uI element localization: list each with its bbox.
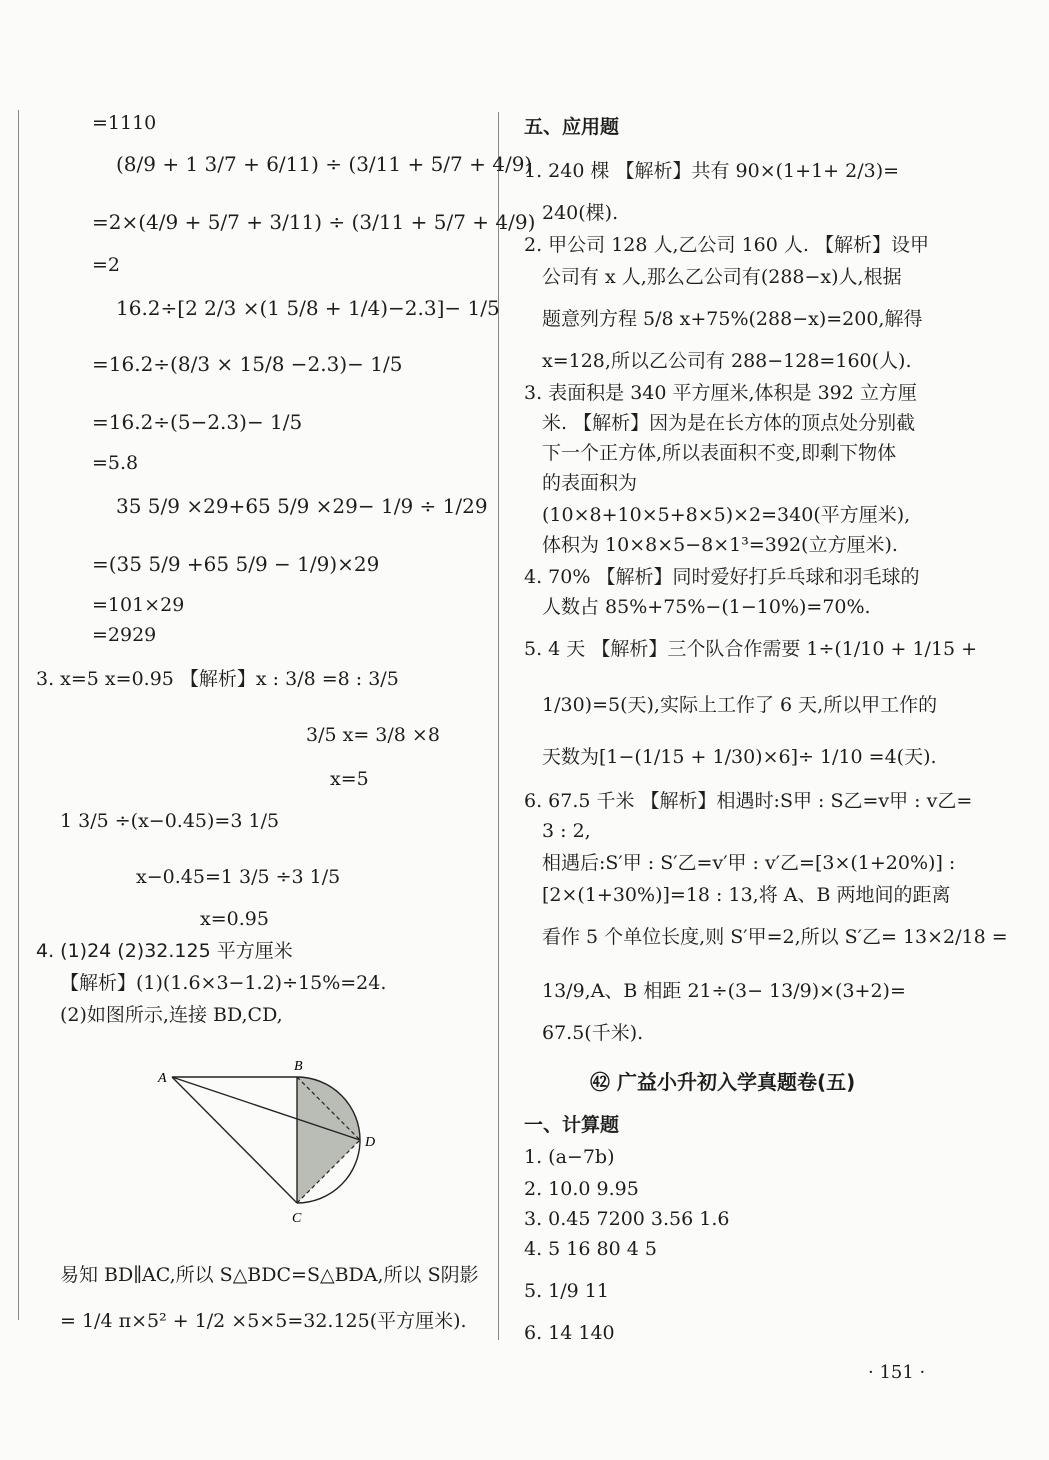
right-line: 的表面积为	[542, 472, 638, 494]
right-line: 题意列方程 5/8 x+75%(288−x)=200,解得	[542, 308, 923, 330]
label-C: C	[292, 1211, 302, 1226]
right-line: 240(棵).	[542, 202, 619, 224]
left-line: =16.2÷(5−2.3)− 1/5	[92, 410, 303, 434]
right-line: 相遇后:S′甲 : S′乙=v′甲 : v′乙=[3×(1+20%)] :	[542, 852, 956, 874]
right-line: 下一个正方体,所以表面积不变,即剩下物体	[542, 442, 897, 464]
right-line: (10×8+10×5+8×5)×2=340(平方厘米),	[542, 504, 911, 526]
right-line: 2. 甲公司 128 人,乙公司 160 人. 【解析】设甲	[524, 234, 929, 256]
left-line: =101×29	[92, 594, 185, 616]
right-line: x=128,所以乙公司有 288−128=160(人).	[542, 350, 912, 372]
right-line: 1. 240 棵 【解析】共有 90×(1+1+ 2/3)=	[524, 160, 900, 182]
answer-item: 6. 14 140	[524, 1322, 615, 1344]
right-line: 6. 67.5 千米 【解析】相遇时:S甲 : S乙=v甲 : v乙=	[524, 790, 973, 812]
left-line: (8/9 + 1 3/7 + 6/11) ÷ (3/11 + 5/7 + 4/9)	[116, 152, 533, 176]
answer-item: 2. 10.0 9.95	[524, 1178, 639, 1200]
right-line: 米. 【解析】因为是在长方体的顶点处分别截	[542, 412, 916, 434]
left-line: 4. (1)24 (2)32.125 平方厘米	[36, 940, 293, 962]
left-line: =5.8	[92, 452, 139, 474]
left-line: (2)如图所示,连接 BD,CD,	[60, 1004, 283, 1026]
right-line: [2×(1+30%)]=18 : 13,将 A、B 两地间的距离	[542, 884, 951, 906]
left-line: x−0.45=1 3/5 ÷3 1/5	[136, 866, 341, 888]
answer-item: 5. 1/9 11	[524, 1280, 609, 1302]
left-line: =2×(4/9 + 5/7 + 3/11) ÷ (3/11 + 5/7 + 4/9)	[92, 210, 536, 234]
answer-item: 1. (a−7b)	[524, 1146, 615, 1168]
right-line: 3. 表面积是 340 平方厘米,体积是 392 立方厘	[524, 382, 917, 404]
right-line: 看作 5 个单位长度,则 S′甲=2,所以 S′乙= 13×2/18 =	[542, 926, 1008, 948]
left-line: =16.2÷(8/3 × 15/8 −2.3)− 1/5	[92, 352, 403, 376]
segment-AC	[172, 1077, 297, 1203]
right-line: 3 : 2,	[542, 820, 591, 842]
left-line: 3/5 x= 3/8 ×8	[306, 724, 440, 746]
left-line: = 1/4 π×5² + 1/2 ×5×5=32.125(平方厘米).	[60, 1310, 467, 1332]
left-line: 16.2÷[2 2/3 ×(1 5/8 + 1/4)−2.3]− 1/5	[116, 296, 500, 320]
left-line: x=0.95	[200, 908, 269, 930]
label-B: B	[294, 1059, 303, 1074]
right-line: 67.5(千米).	[542, 1022, 644, 1044]
left-line: x=5	[330, 768, 369, 790]
right-line: 13/9,A、B 相距 21÷(3− 13/9)×(3+2)=	[542, 980, 906, 1002]
right-line: 体积为 10×8×5−8×1³=392(立方厘米).	[542, 534, 898, 556]
right-line: 人数占 85%+75%−(1−10%)=70%.	[542, 596, 871, 618]
right-line: 公司有 x 人,那么乙公司有(288−x)人,根据	[542, 266, 902, 288]
left-line: =1110	[92, 112, 157, 134]
left-line: 1 3/5 ÷(x−0.45)=3 1/5	[60, 810, 280, 832]
label-D: D	[365, 1135, 376, 1150]
left-line: =2929	[92, 624, 157, 646]
geometry-figure	[150, 1056, 390, 1236]
page-number: · 151 ·	[868, 1362, 926, 1383]
exam-title: ㊷ 广益小升初入学真题卷(五)	[590, 1070, 856, 1094]
left-line: 35 5/9 ×29+65 5/9 ×29− 1/9 ÷ 1/29	[116, 494, 488, 518]
right-line: 5. 4 天 【解析】三个队合作需要 1÷(1/10 + 1/15 +	[524, 638, 978, 660]
column-divider-left-edge	[18, 110, 19, 1320]
left-line: 【解析】(1)(1.6×3−1.2)÷15%=24.	[60, 972, 387, 994]
left-line: =2	[92, 254, 121, 276]
right-line: 4. 70% 【解析】同时爱好打乒乓球和羽毛球的	[524, 566, 920, 588]
left-line: =(35 5/9 +65 5/9 − 1/9)×29	[92, 552, 380, 576]
left-line: 易知 BD∥AC,所以 S△BDC=S△BDA,所以 S阴影	[60, 1264, 479, 1286]
shaded-region	[297, 1077, 360, 1203]
left-line: 3. x=5 x=0.95 【解析】x : 3/8 =8 : 3/5	[36, 668, 399, 690]
answer-item: 3. 0.45 7200 3.56 1.6	[524, 1208, 730, 1230]
answer-item: 4. 5 16 80 4 5	[524, 1238, 657, 1260]
right-line: 天数为[1−(1/15 + 1/30)×6]÷ 1/10 =4(天).	[542, 746, 937, 768]
calc-heading: 一、计算题	[524, 1114, 620, 1136]
section-heading: 五、应用题	[524, 116, 620, 138]
right-line: 1/30)=5(天),实际上工作了 6 天,所以甲工作的	[542, 694, 938, 716]
label-A: A	[158, 1071, 167, 1086]
